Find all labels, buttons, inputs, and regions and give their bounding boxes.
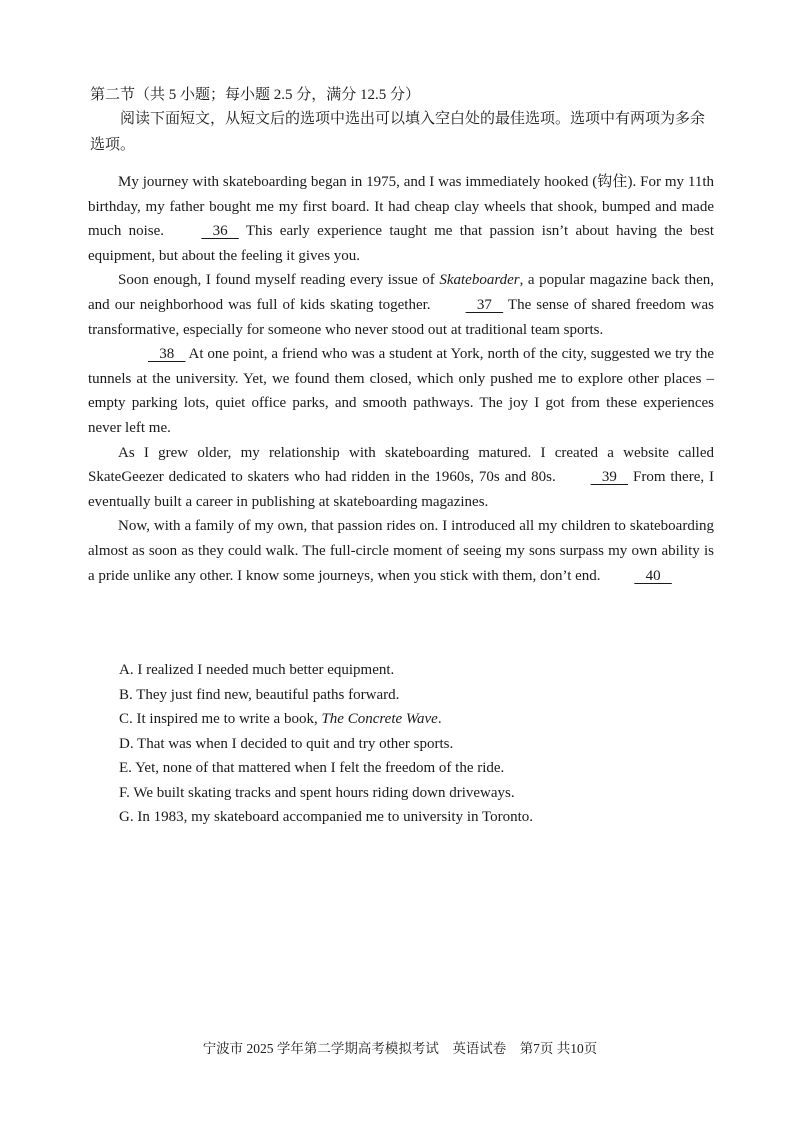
section-header: 第二节（共 5 小题；每小题 2.5 分，满分 12.5 分）	[90, 87, 421, 103]
magazine-title: Skateboarder	[439, 272, 520, 289]
paragraph-text: From there, I eventually built a career in publishing at skateboarding magazines.	[88, 469, 715, 510]
option-e: E. Yet, none of that mattered when I felt the freedom of the ride.	[119, 760, 505, 776]
page-number: 第7页 共10页	[519, 1041, 598, 1056]
paragraph-text: Soon enough, I found myself reading every issue of	[118, 272, 440, 289]
passage-paragraph-5	[88, 514, 714, 588]
passage-paragraph-3	[88, 342, 714, 440]
option-d: D. That was when I decided to quit and try other sports.	[119, 735, 454, 752]
book-title: The Concrete Wave	[321, 711, 438, 727]
page-footer	[0, 1040, 800, 1058]
answer-options	[119, 658, 719, 830]
option-c	[119, 707, 719, 732]
exam-name: 宁波市 2025 学年第二学期高考模拟考试	[202, 1041, 439, 1056]
paragraph-text: My journey with skateboarding began in 1975, and I was immediately hooked (钩住). For my 11th birthday, my father bought me my first board. It had cheap clay wheels that shook, bumped and made much noise.	[88, 174, 714, 240]
passage-paragraph-2	[88, 268, 714, 342]
subject-name: 英语试卷	[452, 1041, 507, 1056]
blank-39: 39	[590, 469, 629, 486]
paragraph-text: As I grew older, my relationship with skateboarding matured. I created a website called SkateGeezer dedicated to skaters who had ridden in the 1960s, 70s and 80s.	[88, 444, 714, 486]
option-text: .	[437, 711, 442, 727]
passage-paragraph-1	[88, 170, 714, 268]
reading-passage	[88, 170, 714, 588]
passage-paragraph-4	[88, 441, 714, 515]
blank-40: 40	[634, 567, 672, 584]
paragraph-text: Now, with a family of my own, that passion rides on. I introduced all my children to skateboarding almost as soon as they could walk. The full-circle moment of seeing my sons surpass my own ability is a pride unlike any other. I know some journeys, when you stick with them, don’t end.	[88, 518, 714, 584]
option-g: G. In 1983, my skateboard accompanied me to university in Toronto.	[119, 809, 534, 825]
option-a: A. I realized I needed much better equipment.	[119, 662, 395, 678]
option-b: B. They just find new, beautiful paths forward.	[119, 686, 400, 703]
paragraph-text: At one point, a friend who was a student at York, north of the city, suggested we try the tunnels at the university. Yet, we found them closed, which only pushed me to explore other places – empty parking lots, quiet office parks, and smooth pathways. The joy I got from these experiences never left me.	[88, 346, 714, 436]
blank-36: 36	[201, 223, 239, 240]
instructions: 阅读下面短文，从短文后的选项中选出可以填入空白处的最佳选项。选项中有两项为多余选项。	[90, 111, 706, 153]
paragraph-text: This early experience taught me that passion isn’t about having the best equipment, but about the feeling it gives you.	[88, 223, 714, 264]
blank-37: 37	[465, 296, 504, 313]
paragraph-text: , a popular magazine back then, and our neighborhood was full of kids skating together.	[88, 272, 714, 313]
option-f: F. We built skating tracks and spent hours riding down driveways.	[119, 784, 515, 801]
option-text: C. It inspired me to write a book,	[119, 711, 322, 727]
paragraph-text: The sense of shared freedom was transformative, especially for someone who never stood out at traditional team sports.	[88, 296, 715, 338]
blank-38: 38	[148, 346, 186, 363]
